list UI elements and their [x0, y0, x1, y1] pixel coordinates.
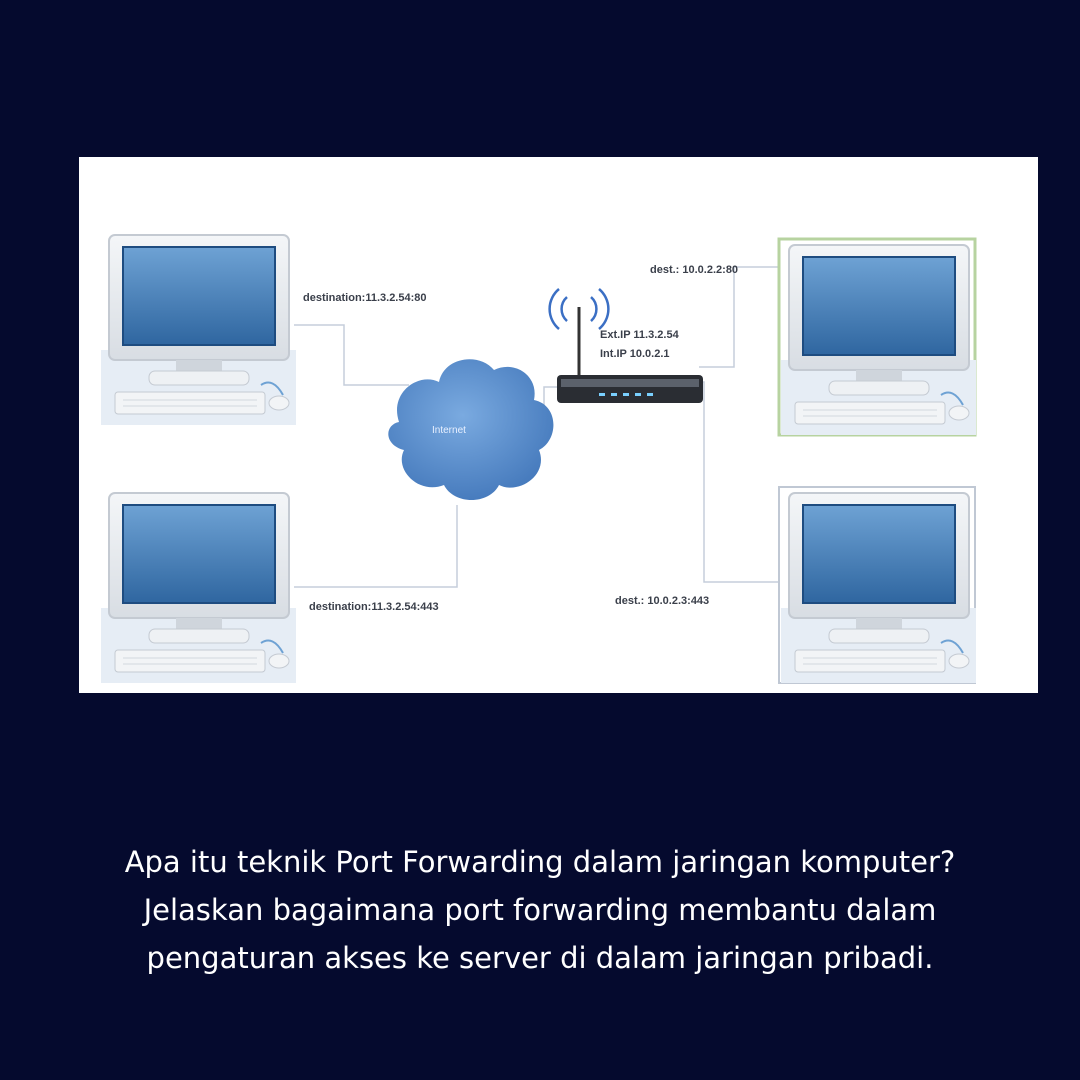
question-caption — [40, 838, 1040, 982]
caption-line-3: pengaturan akses ke server di dalam jaringan pribadi. — [146, 941, 934, 975]
link-router-server-bottom — [699, 382, 779, 582]
internet-label: Internet — [432, 425, 466, 436]
link-client-top — [294, 325, 409, 385]
server-top-computer-icon — [781, 245, 976, 435]
port-forwarding-diagram — [79, 157, 1038, 693]
client-bottom-destination-label: destination:11.3.2.54:443 — [309, 601, 439, 613]
cloud-icon — [388, 359, 553, 500]
server-bottom-computer-icon — [781, 493, 976, 683]
server-bottom-dest-label: dest.: 10.0.2.3:443 — [615, 595, 710, 607]
link-client-bottom — [294, 505, 457, 587]
client-bottom-computer-icon — [101, 493, 296, 683]
caption-line-2: Jelaskan bagaimana port forwarding membantu dalam — [143, 893, 937, 927]
link-router-server-top — [699, 267, 779, 367]
router-int-ip-label: Int.IP 10.0.2.1 — [600, 348, 670, 360]
caption-line-1: Apa itu teknik Port Forwarding dalam jaringan komputer? — [124, 845, 956, 879]
router-ext-ip-label: Ext.IP 11.3.2.54 — [600, 329, 679, 341]
wifi-router-icon — [550, 289, 703, 403]
diagram-panel — [79, 157, 1038, 693]
client-top-computer-icon — [101, 235, 296, 425]
client-top-destination-label: destination:11.3.2.54:80 — [303, 292, 427, 304]
server-top-dest-label: dest.: 10.0.2.2:80 — [650, 264, 739, 276]
